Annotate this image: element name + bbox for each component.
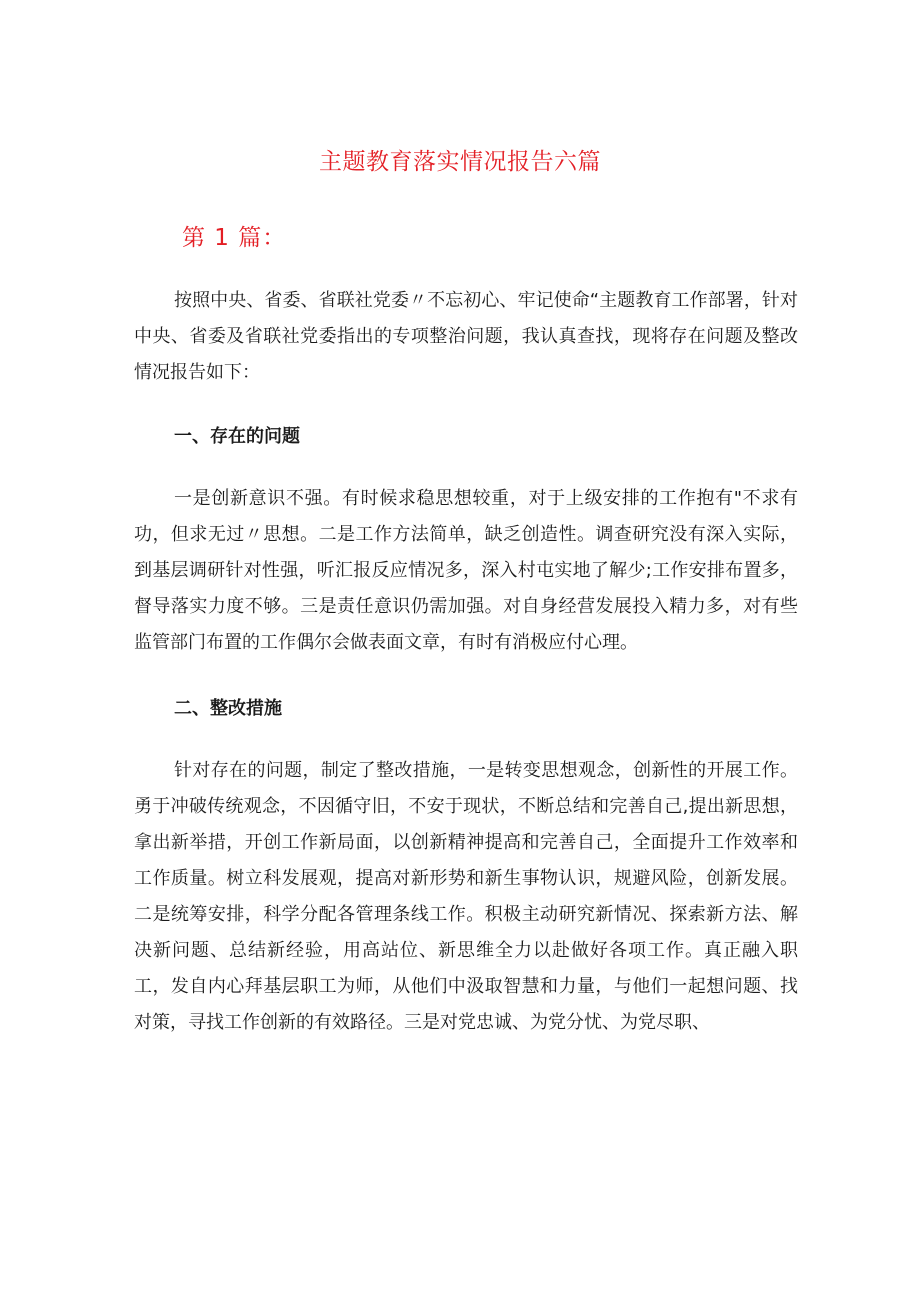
section-heading-problems: 一、存在的问题 — [174, 426, 300, 447]
section-heading-measures: 二、整改措施 — [174, 698, 282, 719]
document-title: 主题教育落实情况报告六篇 — [319, 149, 601, 175]
intro-paragraph: 按照中央、省委、省联社党委〃不忘初心、牢记使命“主题教育工作部署，针对中央、省委及省联社党委指出的专项整治问题，我认真查找，现将存在问题及整改情况报告如下： — [134, 290, 798, 383]
measures-paragraph: 针对存在的问题，制定了整改措施，一是转变思想观念，创新性的开展工作。勇于冲破传统观念，不因循守旧，不安于现状，不断总结和完善自己,提出新思想，拿出新举措，开创工作新局面，以创新精神提高和完善自己，全面提升工作效率和工作质量。树立科发展观，提高对新形势和新生事物认识，规避风险，创新发展。二是统筹安排，科学分配各管理条线工作。积极主动研究新情况、探索新方法、解决新问题、总结新经验，用高站位、新思维全力以赴做好各项工作。真正融入职工，发自内心拜基层职工为师，从他们中汲取智慧和力量，与他们一起想问题、找对策，寻找工作创新的有效路径。三是对党忠诚、为党分忧、为党尽职、 — [134, 760, 798, 1033]
document-body — [134, 283, 798, 1041]
problems-paragraph: 一是创新意识不强。有时候求稳思想较重，对于上级安排的工作抱有"不求有功，但求无过〃思想。二是工作方法简单，缺乏创造性。调查研究没有深入实际，到基层调研针对性强，听汇报反应情况多，深入村屯实地了解少;工作安排布置多，督导落实力度不够。三是责任意识仍需加强。对自身经营发展投入精力多，对有些监管部门布置的工作偶尔会做表面文章，有时有消极应付心理。 — [134, 488, 798, 653]
chapter-label: 第 1 篇： — [182, 225, 287, 251]
